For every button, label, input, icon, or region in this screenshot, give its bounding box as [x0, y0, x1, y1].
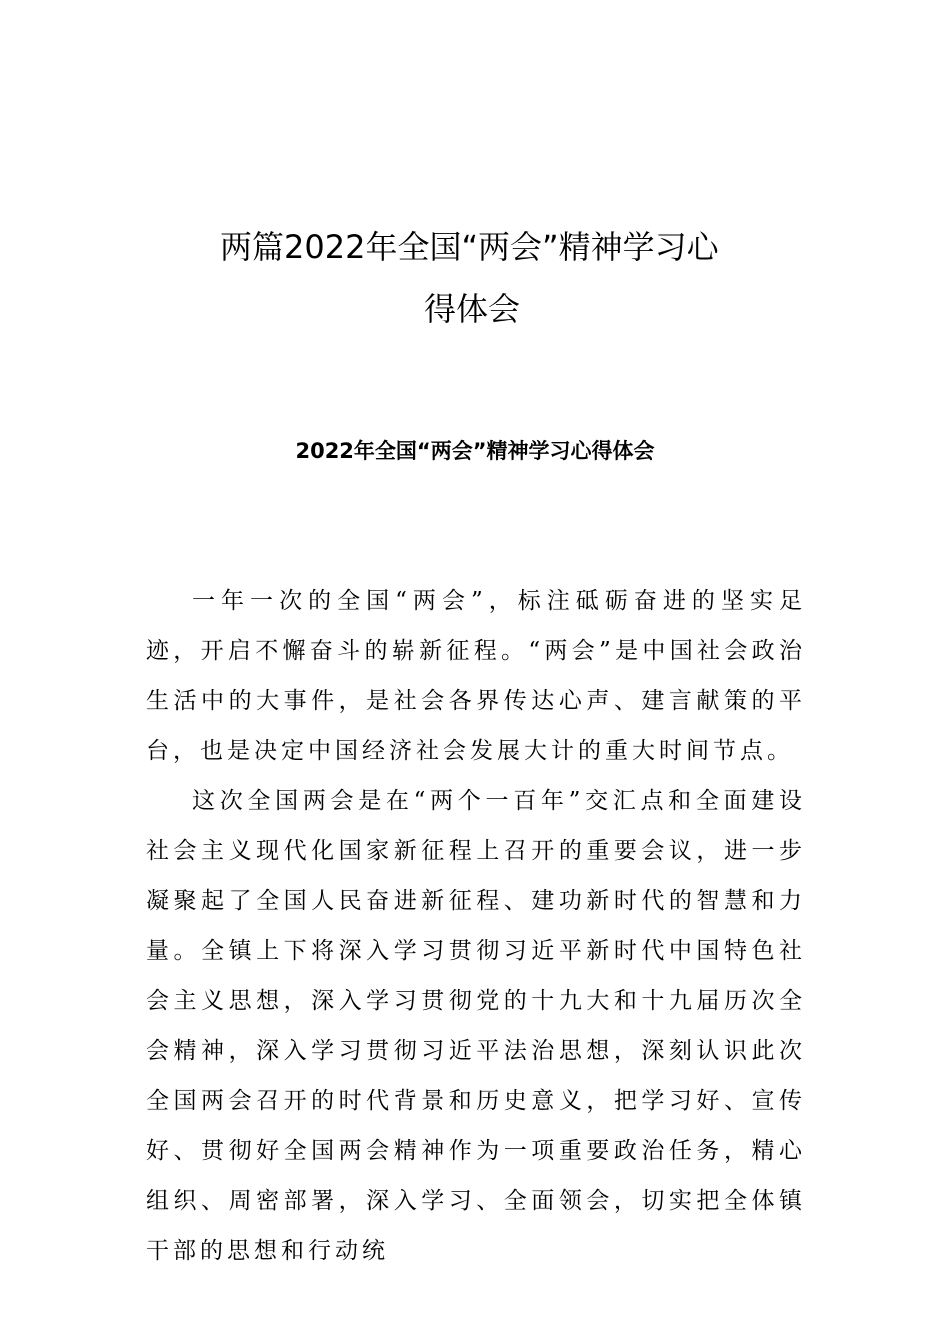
document-title-line-1: 两篇2022年全国“两会”精神学习心 [220, 228, 719, 266]
document-title-line-2: 得体会 [424, 290, 521, 328]
body-paragraph-1: 一年一次的全国“两会”，标注砥砺奋进的坚实足迹，开启不懈奋斗的崭新征程。“两会”是中国社会政治生活中的大事件，是社会各界传达心声、建言献策的平台，也是决定中国经济社会发展大计的重大时间节点。 [146, 588, 806, 764]
document-body [146, 576, 806, 1276]
body-paragraph-2: 这次全国两会是在“两个一百年”交汇点和全面建设社会主义现代化国家新征程上召开的重要会议，进一步凝聚起了全国人民奋进新征程、建功新时代的智慧和力量。全镇上下将深入学习贯彻习近平新时代中国特色社会主义思想，深入学习贯彻党的十九大和十九届历次全会精神，深入学习贯彻习近平法治思想，深刻认识此次全国两会召开的时代背景和历史意义，把学习好、宣传好、贯彻好全国两会精神作为一项重要政治任务，精心组织、周密部署，深入学习、全面领会，切实把全体镇干部的思想和行动统 [146, 788, 806, 1264]
document-subtitle: 2022年全国“两会”精神学习心得体会 [295, 439, 655, 463]
